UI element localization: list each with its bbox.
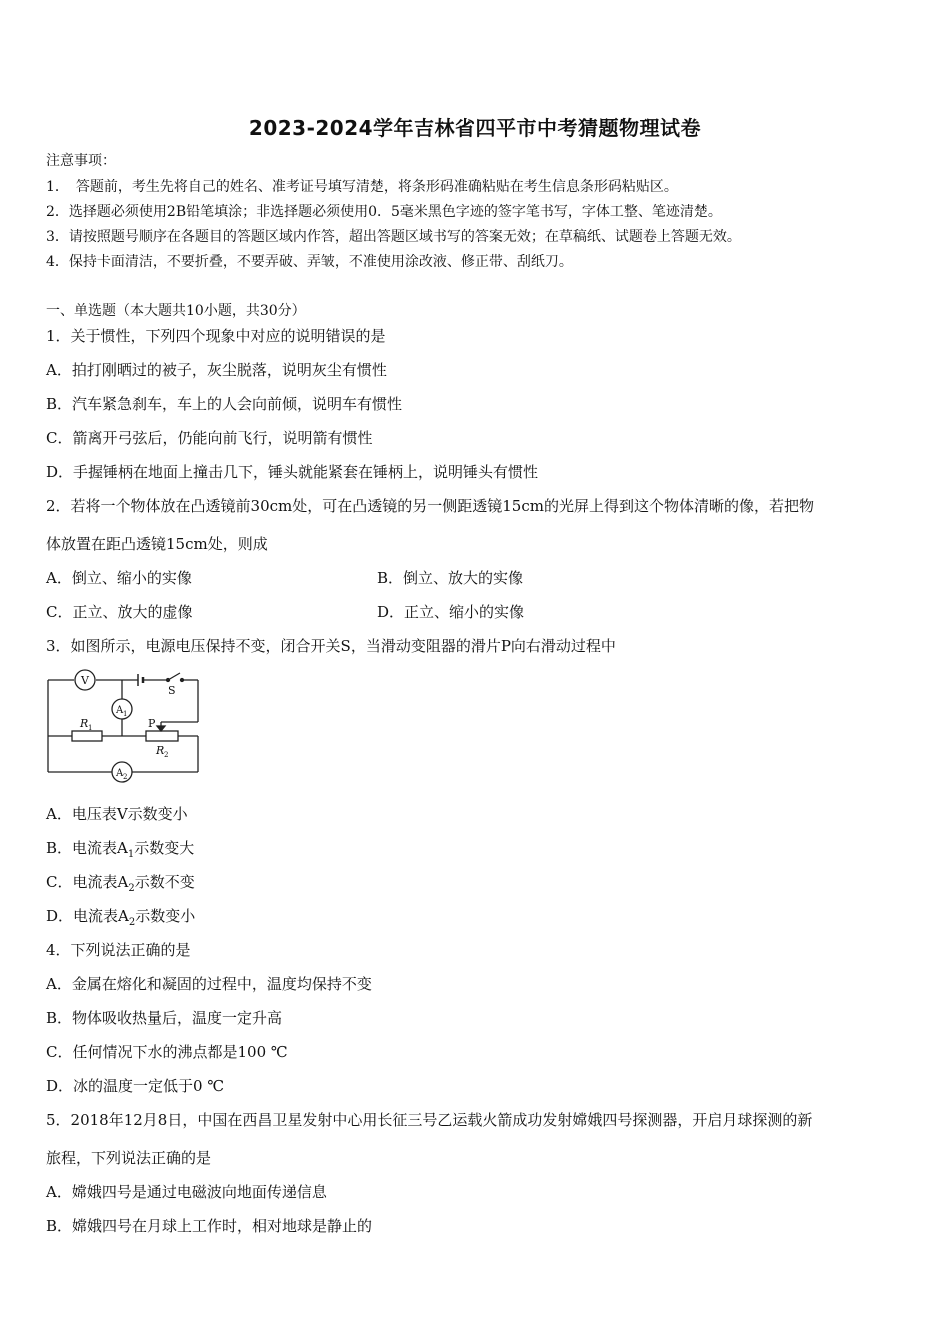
notice-heading: 注意事项： bbox=[46, 153, 116, 169]
resistor-r1-icon bbox=[72, 731, 102, 741]
label-a1: A bbox=[116, 705, 124, 716]
q1-option-a: A．拍打刚晒过的被子，灰尘脱落，说明灰尘有惯性 bbox=[46, 361, 387, 379]
label-r2-sub: 2 bbox=[164, 751, 169, 759]
notice-item-1: 1． 答题前，考生先将自己的姓名、准考证号填写清楚，将条形码准确粘贴在考生信息条形码粘贴区。 bbox=[46, 179, 678, 195]
q1-option-d: D．手握锤柄在地面上撞击几下，锤头就能紧套在锤柄上，说明锤头有惯性 bbox=[46, 463, 539, 481]
q4-option-a: A．金属在熔化和凝固的过程中，温度均保持不变 bbox=[46, 975, 372, 993]
q4-option-c: C．任何情况下水的沸点都是100 ℃ bbox=[46, 1043, 288, 1061]
label-r1-sub: 1 bbox=[88, 724, 93, 732]
q5-stem-line1: 5．2018年12月8日，中国在西昌卫星发射中心用长征三号乙运载火箭成功发射嫦娥四号探测器，开启月球探测的新 bbox=[46, 1111, 813, 1129]
q2-option-d: D．正立、缩小的实像 bbox=[377, 603, 525, 621]
label-a1-sub: 1 bbox=[123, 710, 128, 718]
q3-stem: 3．如图所示，电源电压保持不变，闭合开关S，当滑动变阻器的滑片P向右滑动过程中 bbox=[46, 637, 616, 655]
slider-arrow-icon bbox=[157, 726, 165, 731]
q5-option-b: B．嫦娥四号在月球上工作时，相对地球是静止的 bbox=[46, 1217, 373, 1235]
page-title: 2023-2024学年吉林省四平市中考猜题物理试卷 bbox=[248, 116, 702, 140]
q3-option-c: C．电流表$A_2$示数不变 bbox=[46, 873, 195, 894]
q3-option-a: A．电压表V示数变小 bbox=[46, 805, 188, 823]
notice-item-2: 2．选择题必须使用2B铅笔填涂；非选择题必须使用0．5毫米黑色字迹的签字笔书写，字体工整、笔迹清楚。 bbox=[46, 204, 722, 220]
q2-option-a: A．倒立、缩小的实像 bbox=[46, 569, 192, 587]
q1-option-c: C．箭离开弓弦后，仍能向前飞行，说明箭有惯性 bbox=[46, 429, 373, 447]
q4-option-b: B．物体吸收热量后，温度一定升高 bbox=[46, 1009, 283, 1027]
q5-option-a: A．嫦娥四号是通过电磁波向地面传递信息 bbox=[46, 1183, 327, 1201]
q3-option-b: B．电流表$A_1$示数变大 bbox=[46, 839, 195, 860]
notice-item-4: 4．保持卡面清洁，不要折叠，不要弄破、弄皱，不准使用涂改液、修正带、刮纸刀。 bbox=[46, 254, 573, 270]
q1-stem: 1．关于惯性，下列四个现象中对应的说明错误的是 bbox=[46, 327, 386, 345]
q2-stem-line1: 2．若将一个物体放在凸透镜前30cm处，可在凸透镜的另一侧距透镜15cm的光屏上得到这个物体清晰的像，若把物 bbox=[46, 497, 814, 515]
label-r1: R bbox=[80, 717, 89, 730]
section-heading: 一、单选题（本大题共10小题，共30分） bbox=[46, 303, 306, 319]
circuit-diagram bbox=[44, 664, 204, 784]
q5-stem-line2: 旅程，下列说法正确的是 bbox=[46, 1149, 212, 1167]
q2-option-c: C．正立、放大的虚像 bbox=[46, 603, 193, 621]
q3-option-d: D．电流表$A_2$示数变小 bbox=[46, 907, 196, 928]
rheostat-r2-icon bbox=[146, 731, 178, 741]
label-v: V bbox=[81, 674, 89, 687]
label-a2-sub: 2 bbox=[123, 773, 128, 781]
q2-stem-line2: 体放置在距凸透镜15cm处，则成 bbox=[46, 535, 268, 553]
label-a2: A bbox=[116, 768, 124, 779]
label-s: S bbox=[168, 684, 176, 697]
notice-item-3: 3．请按照题号顺序在各题目的答题区域内作答，超出答题区域书写的答案无效；在草稿纸、试题卷上答题无效。 bbox=[46, 229, 741, 245]
label-r2: R bbox=[156, 744, 165, 757]
q2-option-b: B．倒立、放大的实像 bbox=[377, 569, 524, 587]
q1-option-b: B．汽车紧急刹车，车上的人会向前倾，说明车有惯性 bbox=[46, 395, 403, 413]
q4-option-d: D．冰的温度一定低于0 ℃ bbox=[46, 1077, 225, 1095]
q4-stem: 4．下列说法正确的是 bbox=[46, 941, 191, 959]
label-p: P bbox=[148, 717, 156, 730]
